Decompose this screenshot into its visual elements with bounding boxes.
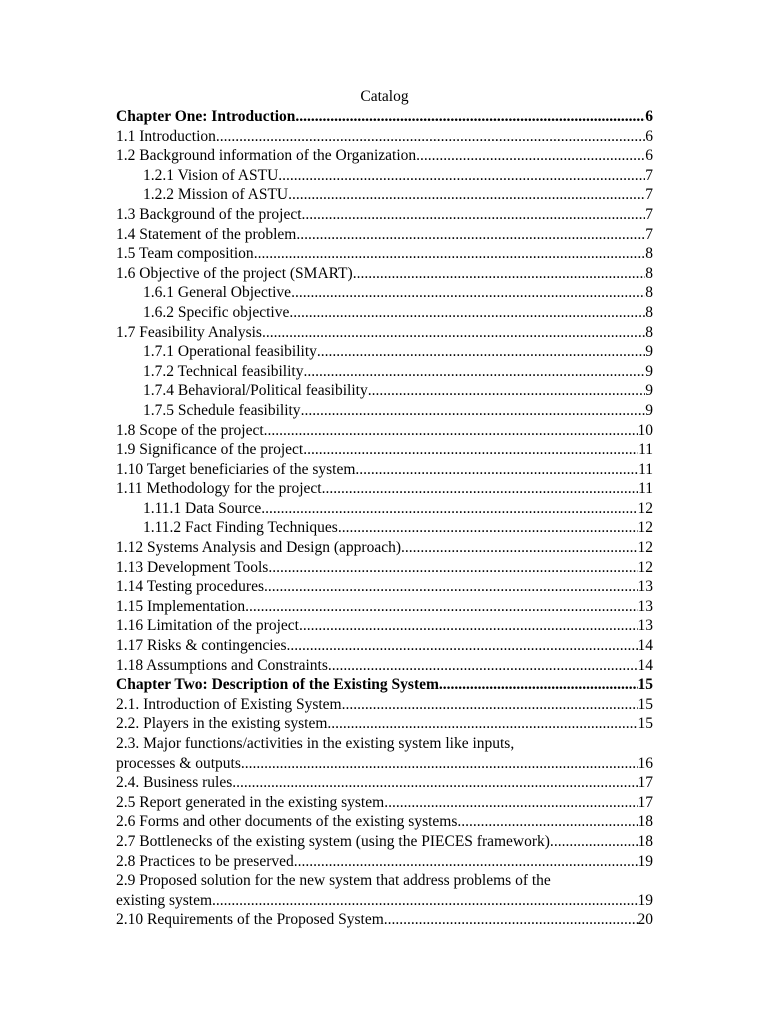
toc-entry[interactable] [116,656,653,676]
toc-entry[interactable] [116,264,653,284]
toc-page-number: 6 [645,127,653,145]
dot-leader [384,793,637,813]
toc-page-number: 17 [637,793,653,811]
dot-leader [353,264,646,284]
dot-leader [291,283,645,303]
toc-page-number: 11 [638,441,653,459]
toc-page-number: 8 [645,264,653,282]
dot-leader [416,146,645,166]
toc-page-number: 14 [637,656,653,674]
toc-page-number: 8 [645,323,653,341]
dot-leader [317,342,645,362]
toc-page-number: 12 [637,539,653,557]
toc-entry[interactable] [116,538,653,558]
toc-entry-label: 2.6 Forms and other documents of the existing systems [116,813,458,831]
dot-leader [457,812,637,832]
toc-page-number: 8 [645,284,653,302]
toc-entry[interactable] [116,812,653,832]
toc-entry[interactable] [116,323,653,343]
toc-entry[interactable] [116,499,653,519]
dot-leader [322,479,638,499]
toc-page-number: 18 [637,832,653,850]
toc-entry[interactable] [116,460,653,480]
toc-entry[interactable] [116,714,653,734]
toc-entry-label: 2.4. Business rules [116,774,233,792]
dot-leader [295,107,645,127]
toc-entry-label: 1.10 Target beneficiaries of the system [116,460,356,478]
toc-entry[interactable] [116,793,653,813]
dot-leader [303,362,645,382]
dot-leader [268,558,637,578]
dot-leader [212,891,637,911]
toc-entry[interactable] [116,146,653,166]
dot-leader [264,577,638,597]
dot-leader [384,910,638,930]
dot-leader [254,244,646,264]
toc-entry[interactable] [116,362,653,382]
toc-page-number: 12 [637,558,653,576]
dot-leader [299,616,638,636]
toc-entry-label: 2.5 Report generated in the existing system [116,793,385,811]
toc-entry-label: 2.3. Major functions/activities in the existing system like inputs, [116,735,515,752]
dot-leader [303,440,638,460]
toc-entry-label: 1.6.1 General Objective [143,284,292,302]
toc-page-number: 9 [645,362,653,380]
toc-entry-label: 1.11.2 Fact Finding Techniques [143,519,338,537]
dot-leader [368,381,646,401]
toc-page-number: 13 [637,617,653,635]
toc-entry[interactable] [116,303,653,323]
toc-page-number: 19 [637,852,653,870]
toc-entry-label: 1.18 Assumptions and Constraints [116,656,328,674]
toc-entry-label: 1.13 Development Tools [116,558,269,576]
dot-leader [327,714,637,734]
toc-entry-label: 1.9 Significance of the project [116,441,304,459]
toc-page-number: 9 [645,382,653,400]
toc-page-number: 15 [637,715,653,733]
dot-leader [278,166,645,186]
dot-leader [264,421,638,441]
toc-entry-label: 1.6 Objective of the project (SMART) [116,264,353,282]
toc-entry[interactable] [116,616,653,636]
toc-entry-continuation [116,891,653,911]
dot-leader [554,832,638,852]
dot-leader [288,185,645,205]
dot-leader [262,323,645,343]
toc-page-number: 10 [637,421,653,439]
toc-entry[interactable] [116,695,653,715]
toc-entry-label: 1.7.2 Technical feasibility [143,362,304,380]
toc-page-number: 11 [638,480,653,498]
toc-entry-label: 1.7 Feasibility Analysis [116,323,262,341]
toc-entry-label: 1.7.4 Behavioral/Political feasibility [143,382,368,400]
toc-entry-label: 1.16 Limitation of the project [116,617,299,635]
toc-page-number: 7 [645,205,653,223]
toc-entry-label: 1.8 Scope of the project [116,421,264,439]
toc-entry-label: 1.2.1 Vision of ASTU [143,166,279,184]
toc-page-number: 7 [645,186,653,204]
toc-page-number: 6 [645,147,653,165]
toc-entry[interactable] [116,910,653,930]
toc-entry[interactable] [116,225,653,245]
toc-page-number: 15 [637,676,653,694]
table-of-contents-page [116,87,653,930]
toc-entry[interactable] [116,381,653,401]
toc-page-number: 20 [637,911,653,929]
dot-leader [261,499,637,519]
toc-page-number: 6 [645,108,653,125]
toc-entry[interactable] [116,832,653,852]
toc-entry[interactable] [116,185,653,205]
toc-entry-label: 1.7.1 Operational feasibility [143,343,317,361]
toc-entry-label: 1.15 Implementation [116,597,246,615]
toc-page-number: 7 [645,166,653,184]
toc-entry[interactable] [116,518,653,538]
toc-entry-label: Chapter One: Introduction [116,108,296,125]
toc-page-number: 12 [637,519,653,537]
toc-page-number: 13 [637,578,653,596]
toc-page-number: 7 [645,225,653,243]
toc-entry-label: 1.3 Background of the project [116,205,302,223]
dot-leader [232,773,637,793]
toc-entry[interactable] [116,773,653,793]
toc-entry-label: 1.14 Testing procedures [116,578,264,596]
dot-leader [245,597,637,617]
dot-leader [342,695,638,715]
toc-entry[interactable] [116,166,653,186]
toc-entry-label: 1.6.2 Specific objective [143,303,290,321]
toc-entry[interactable] [116,421,653,441]
toc-page-number: 15 [637,695,653,713]
dot-leader [338,518,638,538]
toc-entry-label: 1.7.5 Schedule feasibility [143,401,301,419]
dot-leader [401,538,638,558]
toc-page-number: 9 [645,401,653,419]
toc-page-number: 19 [637,891,653,909]
dot-leader [289,303,645,323]
toc-chapter-entry[interactable] [116,107,653,127]
toc-entry-label: 2.1. Introduction of Existing System [116,695,342,713]
toc-entry-label: Chapter Two: Description of the Existing System [116,676,439,694]
toc-entry-label-continued: processes & outputs [116,754,241,772]
toc-page-number: 9 [645,343,653,361]
toc-page-number: 16 [637,754,653,772]
dot-leader [294,852,638,872]
toc-entry-label: 1.11 Methodology for the project [116,480,322,498]
dot-leader [355,460,638,480]
toc-entry[interactable] [116,734,653,773]
toc-entry[interactable] [116,127,653,147]
toc-page-number: 11 [638,460,653,478]
toc-entry-label: 2.10 Requirements of the Proposed System [116,911,384,929]
dot-leader [287,636,638,656]
toc-entry[interactable] [116,558,653,578]
toc-page-number: 17 [637,774,653,792]
toc-entry[interactable] [116,871,653,910]
toc-entry-label-continued: existing system [116,891,213,909]
toc-entry[interactable] [116,577,653,597]
toc-entry[interactable] [116,342,653,362]
toc-entry-label: 1.2.2 Mission of ASTU [143,186,289,204]
toc-entry[interactable] [116,636,653,656]
toc-page-number: 14 [637,637,653,655]
toc-entry-label: 2.9 Proposed solution for the new system that address problems of the [116,872,551,890]
dot-leader [241,754,638,774]
dot-leader [296,225,645,245]
dot-leader [301,401,646,421]
dot-leader [302,205,646,225]
toc-entry[interactable] [116,283,653,303]
toc-entry[interactable] [116,244,653,264]
toc-list [116,107,653,930]
toc-entry-continuation [116,754,653,774]
toc-entry[interactable] [116,440,653,460]
toc-entry-label: 2.2. Players in the existing system [116,715,328,733]
toc-page-number: 8 [645,303,653,321]
toc-page-number: 13 [637,597,653,615]
toc-page-number: 18 [637,813,653,831]
toc-entry-label: 1.17 Risks & contingencies [116,637,287,655]
toc-entry-label: 1.12 Systems Analysis and Design (approach) [116,539,401,557]
toc-entry-label: 2.8 Practices to be preserved [116,852,294,870]
toc-entry-label: 1.1 Introduction [116,127,216,145]
toc-entry[interactable] [116,205,653,225]
page-title: Catalog [360,88,409,105]
toc-entry-label: 1.4 Statement of the problem [116,225,297,243]
toc-entry[interactable] [116,479,653,499]
dot-leader [216,127,645,147]
toc-entry-label: 1.5 Team composition [116,245,254,263]
toc-chapter-entry[interactable] [116,675,653,695]
toc-entry[interactable] [116,597,653,617]
dot-leader [439,675,638,695]
dot-leader [328,656,638,676]
toc-page-number: 8 [645,245,653,263]
toc-entry-label: 1.2 Background information of the Organization [116,147,417,165]
toc-entry-label: 1.11.1 Data Source [143,499,262,517]
toc-page-number: 12 [637,499,653,517]
toc-entry[interactable] [116,401,653,421]
toc-entry-label: 2.7 Bottlenecks of the existing system (using the PIECES framework). [116,832,554,850]
toc-entry[interactable] [116,852,653,872]
